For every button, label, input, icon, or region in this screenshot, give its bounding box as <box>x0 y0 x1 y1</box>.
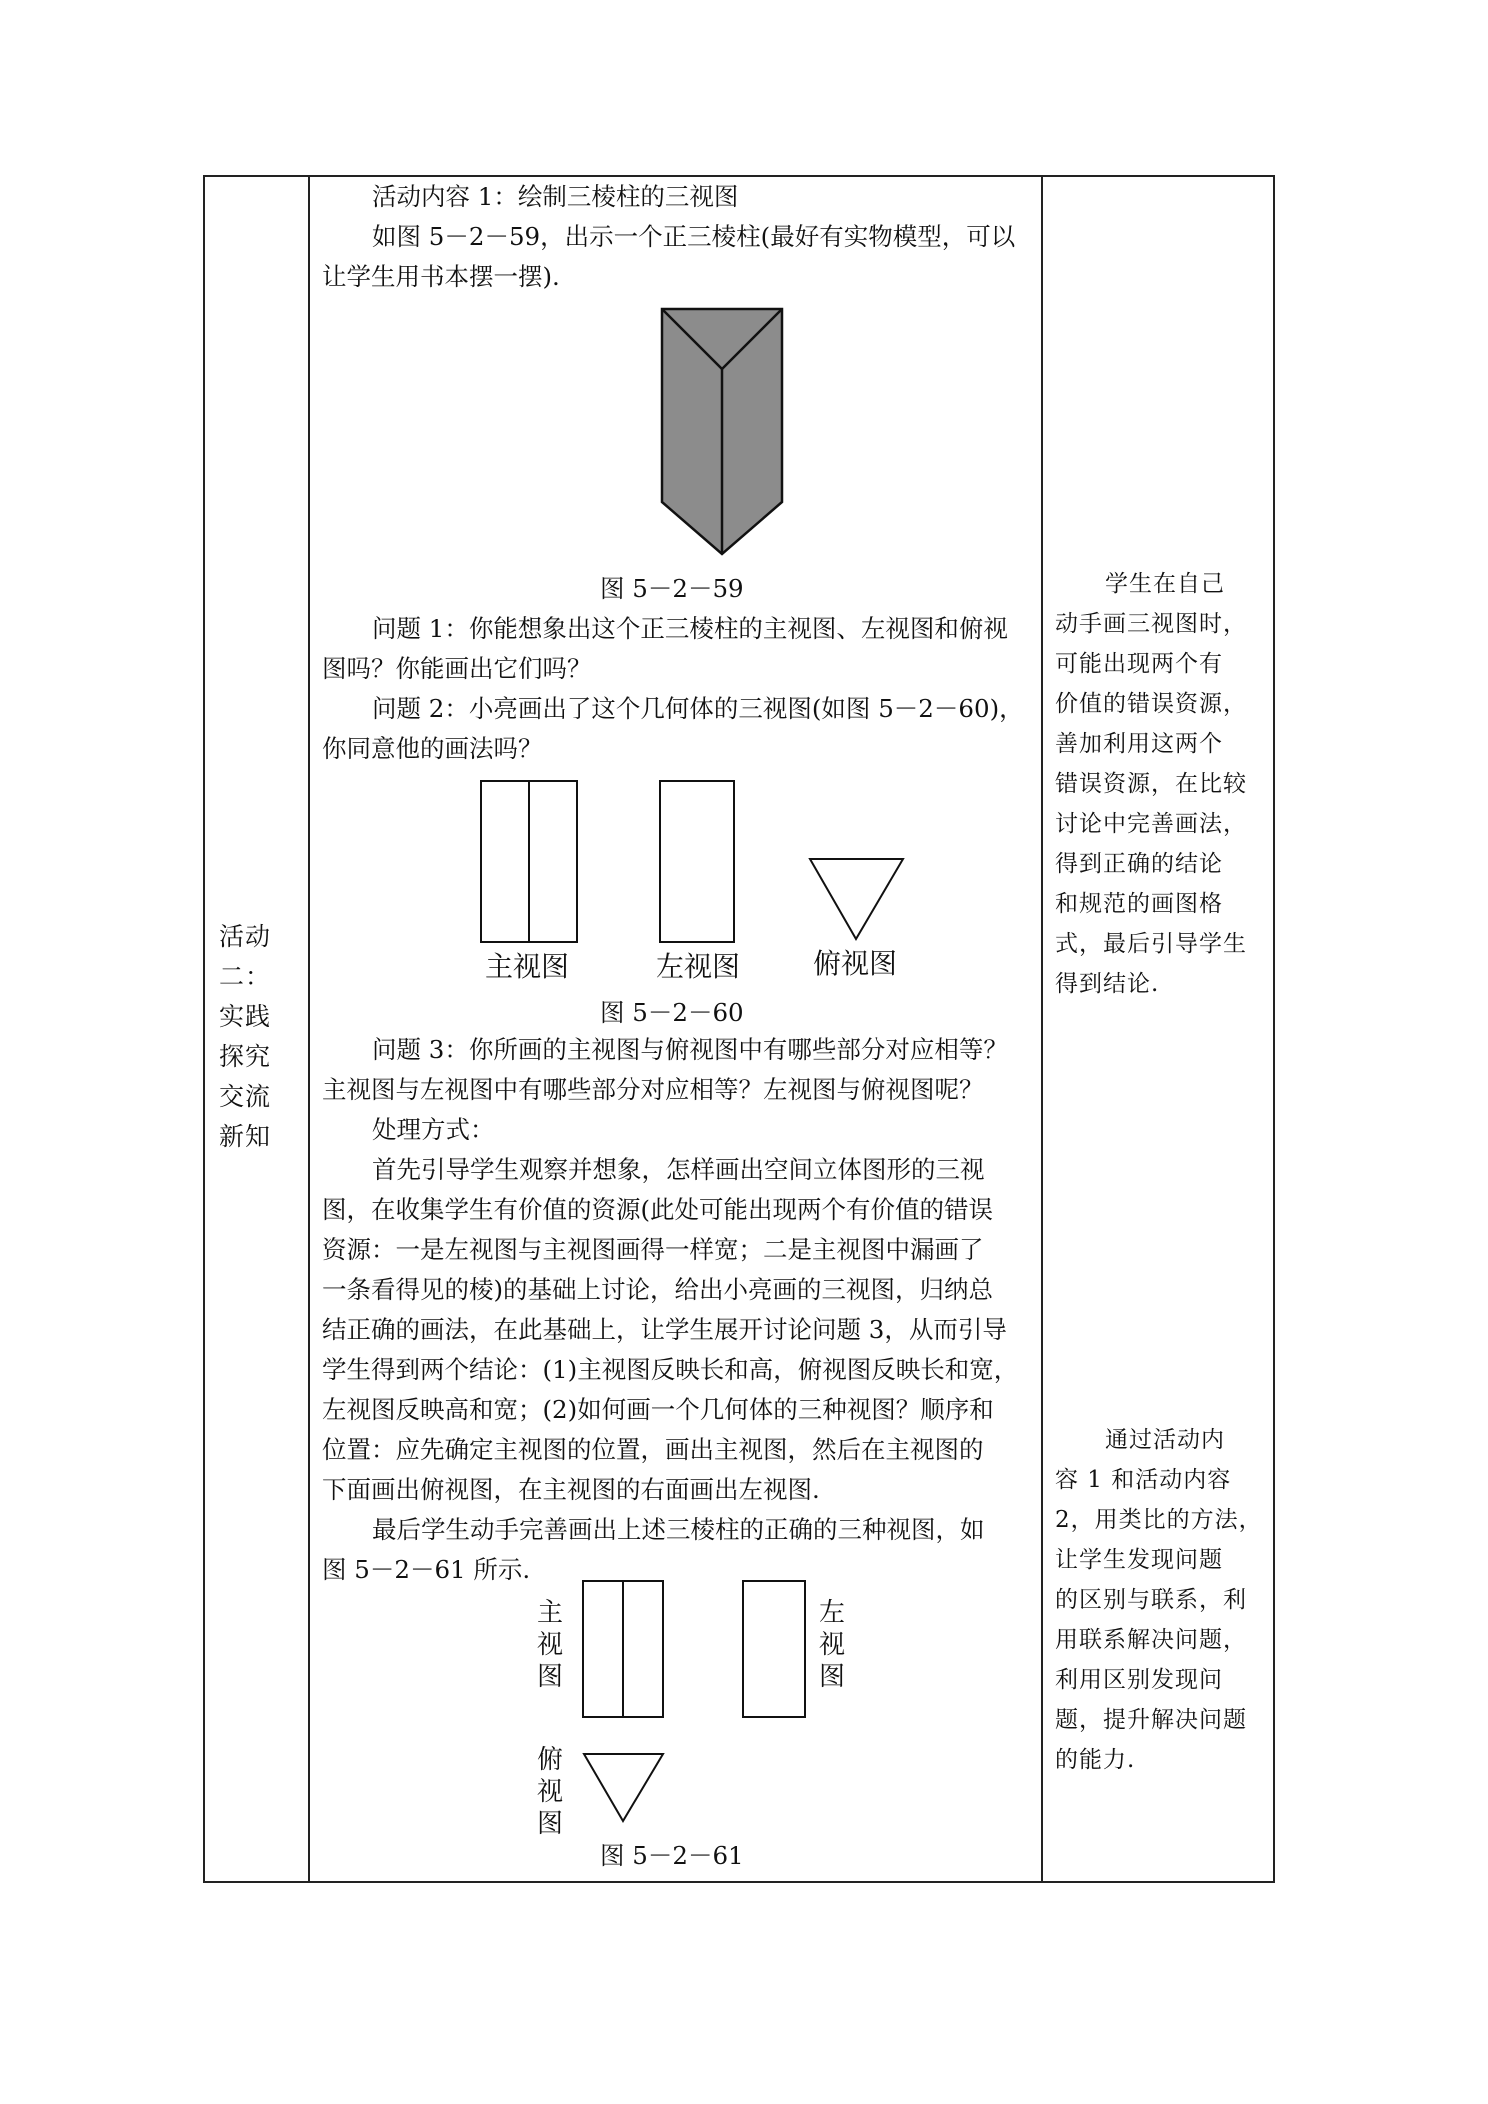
body-text: 一条看得见的棱)的基础上讨论，给出小亮画的三视图，归纳总 <box>322 1275 994 1304</box>
figure-caption: 图 5－2－60 <box>600 998 744 1027</box>
design-note: 讨论中完善画法， <box>1055 811 1247 837</box>
content-cell <box>310 177 1041 1881</box>
question-3: 主视图与左视图中有哪些部分对应相等？左视图与俯视图呢？ <box>322 1075 984 1104</box>
top-view-label: 俯 视 图 <box>536 1745 563 1839</box>
activity-label: 活动 二： 实践 探究 交流 新知 <box>219 922 272 1151</box>
design-note: 和规范的画图格 <box>1055 891 1223 917</box>
front-view-label: 主视图 <box>485 950 570 983</box>
paragraph: 如图 5－2－59，出示一个正三棱柱(最好有实物模型，可以 <box>372 222 1016 251</box>
design-note: 错误资源，在比较 <box>1055 771 1247 797</box>
question-1: 图吗？你能画出它们吗？ <box>322 654 592 683</box>
design-note: 2，用类比的方法， <box>1055 1507 1263 1533</box>
body-text: 学生得到两个结论：(1)主视图反映长和高，俯视图反映长和宽， <box>322 1355 1019 1384</box>
design-note: 容 1 和活动内容 <box>1055 1467 1232 1493</box>
design-note: 可能出现两个有 <box>1055 651 1223 677</box>
body-text: 图，在收集学生有价值的资源(此处可能出现两个有价值的错误 <box>322 1195 994 1224</box>
question-2: 你同意他的画法吗？ <box>322 734 543 763</box>
paragraph: 图 5－2－61 所示. <box>322 1555 531 1584</box>
design-note: 得到结论. <box>1055 971 1160 997</box>
design-note: 通过活动内 <box>1105 1427 1225 1453</box>
design-note: 善加利用这两个 <box>1055 731 1223 757</box>
left-view-label: 左 视 图 <box>818 1598 845 1692</box>
body-text: 左视图反映高和宽；(2)如何画一个几何体的三种视图？顺序和 <box>322 1395 994 1424</box>
top-view-drawing <box>582 1752 666 1824</box>
notes-cell <box>1043 177 1275 1881</box>
activity-label-cell <box>205 177 308 1881</box>
method-heading: 处理方式： <box>372 1115 495 1144</box>
design-note: 让学生发现问题 <box>1055 1547 1223 1573</box>
left-view-drawing <box>659 780 737 945</box>
design-note: 动手画三视图时， <box>1055 611 1247 637</box>
activity-content-title: 活动内容 1：绘制三棱柱的三视图 <box>372 182 739 211</box>
design-note: 的能力. <box>1055 1747 1136 1773</box>
figure-caption: 图 5－2－59 <box>600 574 744 603</box>
question-3: 问题 3：你所画的主视图与俯视图中有哪些部分对应相等？ <box>372 1035 1008 1064</box>
lesson-table <box>203 175 1275 1883</box>
design-note: 得到正确的结论 <box>1055 851 1223 877</box>
design-note: 用联系解决问题， <box>1055 1627 1247 1653</box>
body-text: 下面画出俯视图，在主视图的右面画出左视图. <box>322 1475 820 1504</box>
left-view-label: 左视图 <box>656 950 741 983</box>
design-note: 的区别与联系，利 <box>1055 1587 1247 1613</box>
question-1: 问题 1：你能想象出这个正三棱柱的主视图、左视图和俯视 <box>372 614 1008 643</box>
prism-figure <box>660 307 790 557</box>
front-view-drawing <box>582 1580 666 1720</box>
design-note: 式，最后引导学生 <box>1055 931 1247 957</box>
design-note: 学生在自己 <box>1105 571 1225 597</box>
design-note: 价值的错误资源， <box>1055 691 1247 717</box>
top-view-drawing <box>808 857 906 942</box>
paragraph: 最后学生动手完善画出上述三棱柱的正确的三种视图，如 <box>372 1515 985 1544</box>
left-view-drawing <box>742 1580 808 1720</box>
front-view-drawing <box>480 780 580 945</box>
front-view-label: 主 视 图 <box>536 1598 563 1692</box>
body-text: 资源：一是左视图与主视图画得一样宽；二是主视图中漏画了 <box>322 1235 984 1264</box>
question-2: 问题 2：小亮画出了这个几何体的三视图(如图 5－2－60)， <box>372 694 1024 723</box>
figure-caption: 图 5－2－61 <box>600 1841 744 1870</box>
paragraph: 让学生用书本摆一摆). <box>322 262 560 291</box>
design-note: 题，提升解决问题 <box>1055 1707 1247 1733</box>
body-text: 位置：应先确定主视图的位置，画出主视图，然后在主视图的 <box>322 1435 984 1464</box>
top-view-label: 俯视图 <box>813 947 898 980</box>
body-text: 结正确的画法，在此基础上，让学生展开讨论问题 3，从而引导 <box>322 1315 1007 1344</box>
body-text: 首先引导学生观察并想象，怎样画出空间立体图形的三视 <box>372 1155 985 1184</box>
design-note: 利用区别发现问 <box>1055 1667 1223 1693</box>
